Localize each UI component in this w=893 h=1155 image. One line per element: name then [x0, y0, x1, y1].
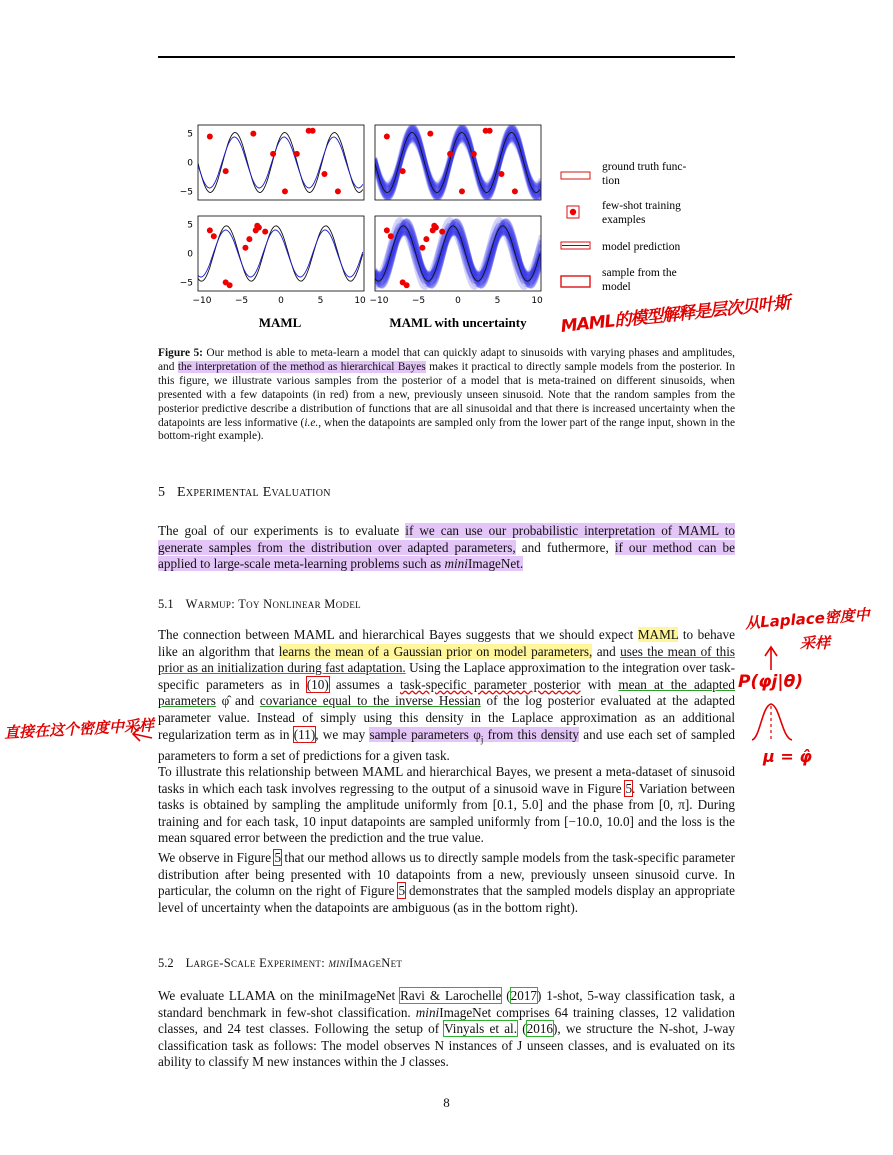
training-point [321, 171, 327, 177]
training-point [294, 151, 300, 157]
x-tick-label: 5 [317, 296, 324, 306]
equation-ref-10[interactable]: (10) [306, 676, 329, 692]
x-tick-label: −5 [234, 296, 249, 306]
training-point [512, 188, 518, 194]
citation-ravi-year[interactable]: 2017 [510, 988, 538, 1003]
x-tick-label: −10 [192, 296, 212, 306]
figure-caption: Figure 5: Our method is able to meta-learn a model that can quickly adapt to sinusoids with varying phases and amplitudes, and the interpretation of the method as hierarchical Bayes makes it practical to directly sample models from the posterior. In this figure, we illustrate various samples from the posterior of a model that is meta-trained on different sinusoids, when presented with a few datapoints (in red) from a new, previously unseen sinusoid. Note that the random samples from the posterior predictive describe a distribution of functions that are all sinusoidal and that there is increased uncertainty when the datapoints are less informative (i.e., when the datapoints are sampled only from the lower part of the range input, shown in the bottom-right example). [158, 347, 736, 443]
x-tick-label: −5 [411, 296, 426, 306]
y-tick-label: −5 [179, 278, 193, 289]
section-heading-5: 5 Experimental Evaluation [158, 485, 331, 500]
paragraph-observe: We observe in Figure 5 that our method allows us to directly sample models from the task-specific parameter distribution after being presented with 10 datapoints from a new, previously unseen sinusoid curve. In particular, the column on the right of Figure 5 demonstrates that the sampled models display an appropriate level of uncertainty when the datapoints are ambiguous (as in the bottom right). [158, 850, 735, 915]
training-point [310, 128, 316, 134]
red-dot-icon [570, 209, 576, 215]
training-point [282, 188, 288, 194]
training-point [471, 151, 477, 157]
x-tick-label: 10 [531, 296, 543, 306]
red-box-icon [561, 276, 590, 287]
plot-frame [198, 216, 364, 291]
training-point [487, 128, 493, 134]
subsection-heading-5-1: 5.1 Warmup: Toy Nonlinear Model [158, 597, 361, 611]
training-point [256, 225, 262, 231]
caption-label: Figure 5: [158, 347, 203, 359]
training-point [335, 188, 341, 194]
training-point [447, 151, 453, 157]
legend-label-sample: sample from the model [602, 267, 677, 293]
panel-label-maml: MAML [258, 315, 302, 330]
training-point [246, 236, 252, 242]
figure-ref-5[interactable]: 5 [625, 780, 633, 796]
handwritten-formula: P(φj|θ) [738, 672, 804, 692]
training-point [423, 236, 429, 242]
training-point [419, 245, 425, 251]
white-box-icon [561, 172, 590, 179]
page-number: 8 [443, 1095, 450, 1110]
training-point [242, 245, 248, 251]
subsection-heading-5-2: 5.2 Large-Scale Experiment: miniImageNet [158, 956, 403, 970]
handwritten-mu: μ = φ̂ [763, 747, 812, 766]
legend-label-ground-truth: ground truth func-tion [602, 161, 687, 187]
training-point [207, 227, 213, 233]
bell-curve-stroke [752, 704, 792, 740]
training-point [384, 227, 390, 233]
handwritten-note-left: 直接在这个密度中采样 [3, 716, 155, 742]
training-point [427, 131, 433, 137]
y-tick-label: 5 [187, 220, 193, 231]
citation-ravi[interactable]: Ravi & Larochelle [400, 988, 502, 1003]
y-tick-label: 5 [187, 129, 193, 140]
figure-ref-5[interactable]: 5 [274, 850, 282, 865]
x-tick-label: 0 [278, 296, 284, 306]
training-point [262, 229, 268, 235]
top-rule [158, 56, 735, 58]
legend [561, 161, 686, 293]
training-point [404, 282, 410, 288]
legend-label-prediction: model prediction [602, 241, 681, 253]
y-tick-label: 0 [187, 158, 193, 169]
panel-label-maml-uncertainty: MAML with uncertainty [389, 315, 527, 330]
y-tick-label: 0 [187, 249, 193, 260]
figure-ref-5[interactable]: 5 [398, 883, 406, 899]
handwritten-note-laplace: 从Laplace密度中 [744, 605, 871, 633]
legend-label-few-shot: few-shot training examples [602, 200, 681, 226]
training-point [439, 229, 445, 235]
training-point [250, 131, 256, 137]
training-point [227, 282, 233, 288]
training-point [400, 168, 406, 174]
paragraph-connection: The connection between MAML and hierarchical Bayes suggests that we should expect MAML to behave like an algorithm that learns the mean of a Gaussian prior on model parameters, and uses the mean of this prior as an initialization during fast adaptation. Using the Laplace approximation to the integration over task-specific parameters as in (10) assumes a task-specific parameter posterior with mean at the adapted parameters φ̂ and covariance equal to the inverse Hessian of the log posterior evaluated at the adapted parameter value. Instead of simply using this density in the Laplace approximation as an additional regularization term as in (11), we may sample parameters $\varphi_j$ from this density and use each set of sampled parameters to form a set of predictions for a given task. [158, 627, 736, 763]
training-point [211, 233, 217, 239]
training-point [388, 233, 394, 239]
training-point [384, 134, 390, 140]
x-tick-label: −10 [369, 296, 389, 306]
equation-ref-11[interactable]: (11) [293, 726, 316, 742]
x-tick-label: 0 [455, 296, 461, 306]
training-point [459, 188, 465, 194]
y-tick-label: −5 [179, 187, 193, 198]
training-point [498, 171, 504, 177]
handwritten-note-sample: 采样 [800, 634, 831, 652]
training-point [207, 134, 213, 140]
handwritten-note-figure: MAML的模型解释是层次贝叶斯 [559, 293, 791, 337]
x-tick-label: 5 [494, 296, 501, 306]
paragraph-evaluate: We evaluate LLAMA on the miniImageNet Ravi & Larochelle (2017) 1-shot, 5-way classification task, a standard benchmark in few-shot classification. miniImageNet comprises 64 training classes, 12 validation classes, and 24 test classes. Following the setup of Vinyals et al. (2016), we structure the N-shot, J-way classification task as follows: The model observes N instances of J unseen classes, and is evaluated on its ability to classify M new instances within the J classes. [158, 988, 735, 1070]
caption-highlight: the interpretation of the method as hierarchical Bayes [177, 360, 426, 373]
paragraph-goal: The goal of our experiments is to evaluate if we can use our probabilistic interpretation of MAML to generate samples from the distribution over adapted parameters, and futhermore, if our method can be applied to large-scale meta-learning problems such as miniImageNet. [158, 523, 735, 572]
training-point [433, 225, 439, 231]
citation-vinyals[interactable]: Vinyals et al. [444, 1021, 518, 1037]
citation-vinyals-year[interactable]: 2016 [526, 1021, 553, 1037]
x-tick-label: 10 [354, 296, 366, 306]
arrow-up-head [765, 647, 777, 656]
training-point [270, 151, 276, 157]
paragraph-illustrate: To illustrate this relationship between MAML and hierarchical Bayes, we present a meta-dataset of sinusoid tasks in which each task involves regressing to the output of a sinusoid wave in Figure 5. Variation between tasks is obtained by sampling the amplitude uniformly from [0.1, 5.0] and the phase from [0, π]. During training and for each task, 10 input datapoints are sampled uniformly from [−10.0, 10.0] and the loss is the mean squared error between the prediction and the true value. [158, 764, 735, 846]
training-point [223, 168, 229, 174]
